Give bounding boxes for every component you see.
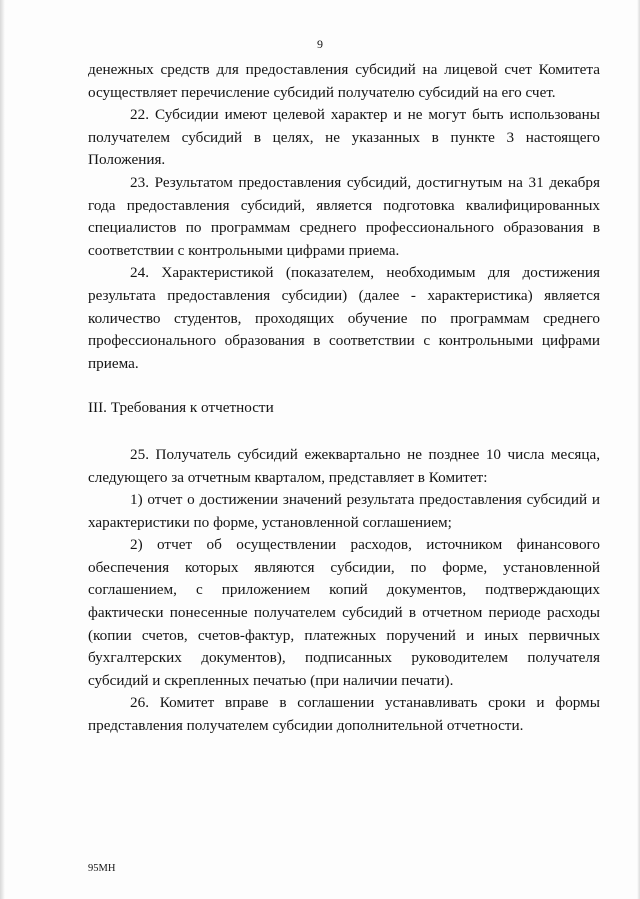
paragraph-24: 24. Характеристикой (показателем, необходимым для достижения результата предоставления субсидии) (далее - характеристика) является количество студентов, проходящих обучение по программам среднего профессионального образования в соответствии с контрольными цифрами приема.	[88, 264, 600, 372]
paragraph-25-item-2: 2) отчет об осуществлении расходов, источником финансового обеспечения которых являются субсидии, по форме, установленной соглашением, с приложением копий документов, подтверждающих фактически понесенные получателем субсидий в отчетном периоде расходы (копии счетов, счетов-фактур, платежных поручений и иных первичных бухгалтерских документов), подписанных руководителем получателя субсидий и скрепленных печатью (при наличии печати).	[88, 536, 600, 689]
paragraph-25: 25. Получатель субсидий ежеквартально не позднее 10 числа месяца, следующего за отчетным кварталом, представляет в Комитет:	[88, 445, 600, 486]
paragraph-25-item-1: 1) отчет о достижении значений результата предоставления субсидий и характеристики по форме, установленной соглашением;	[88, 491, 600, 531]
scan-edge-left	[0, 0, 5, 899]
section-title: III. Требования к отчетности	[88, 399, 274, 417]
paragraph-continuation: денежных средств для предоставления субсидий на лицевой счет Комитета осуществляет перечисление субсидий получателю субсидий на его счет.	[88, 61, 600, 101]
body-text	[88, 59, 600, 738]
page-number: 9	[317, 37, 323, 51]
paragraph-26: 26. Комитет вправе в соглашении устанавливать сроки и формы представления получателем субсидии дополнительной отчетности.	[88, 694, 600, 735]
paragraph-22: 22. Субсидии имеют целевой характер и не могут быть использованы получателем субсидий в целях, не указанных в пункте 3 настоящего Положения.	[88, 106, 600, 169]
footer-code: 95МН	[88, 863, 116, 874]
paragraph-23: 23. Результатом предоставления субсидий, достигнутым на 31 декабря года предоставления субсидий, является подготовка квалифицированных специалистов по программам среднего профессионального образования в соответствии с контрольными цифрами приема.	[88, 173, 600, 259]
